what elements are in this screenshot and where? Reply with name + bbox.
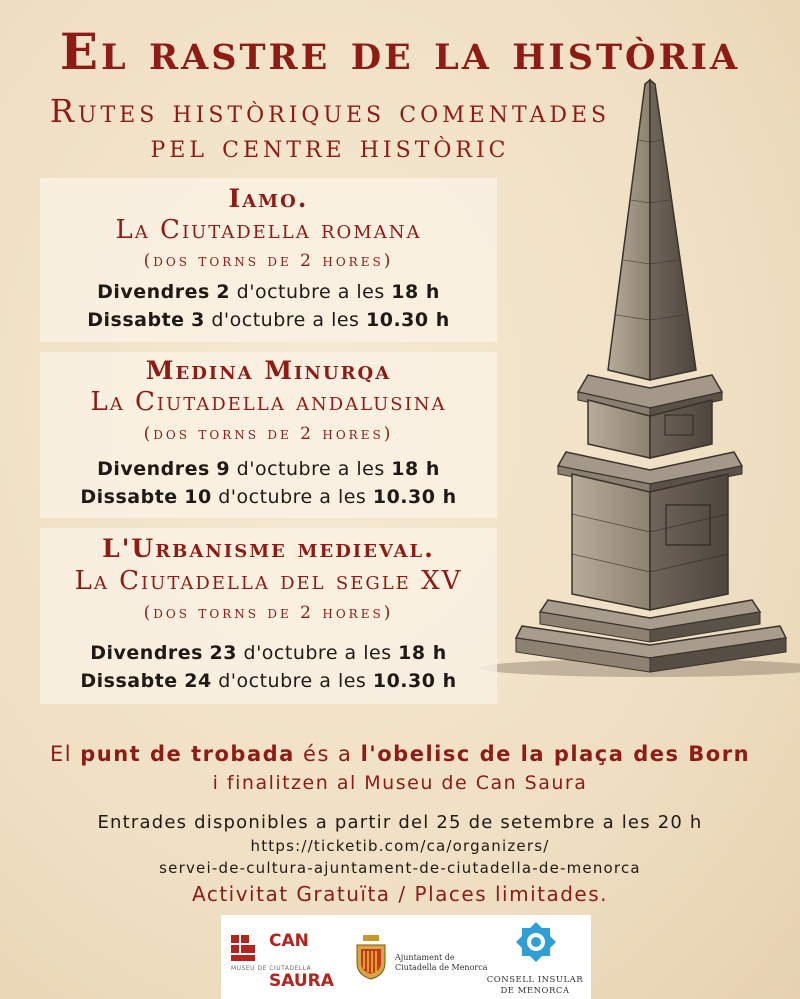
route-date-1: Divendres 2 d'octubre a les 18 h — [97, 281, 440, 303]
can-saura-line-1: CAN — [269, 931, 309, 951]
can-saura-mark-icon — [231, 935, 257, 963]
ajuntament-line-2: Ciutadella de Menorca — [395, 963, 488, 972]
route-subtitle: La Ciutadella andalusina — [90, 387, 447, 417]
ajuntament-logo — [353, 933, 488, 993]
meeting-point-line: El punt de trobada és a l'obelisc de la plaça des Born — [49, 742, 751, 766]
tickets-url-line-1[interactable]: https://ticketib.com/ca/organizers/ — [250, 837, 550, 855]
route-date-2: Dissabte 24 d'octubre a les 10.30 h — [80, 670, 457, 692]
route-panel-3 — [40, 528, 497, 704]
can-saura-logo — [231, 929, 341, 991]
route-title: Medina Minurqa — [145, 356, 392, 385]
tickets-availability: Entrades disponibles a partir del 25 de setembre a les 20 h — [97, 812, 703, 833]
sponsor-logos — [221, 915, 591, 999]
route-date-2: Dissabte 10 d'octubre a les 10.30 h — [80, 486, 457, 508]
route-panel-2 — [40, 352, 497, 518]
route-title: L'Urbanisme medieval. — [102, 534, 435, 563]
can-saura-line-2: SAURA — [269, 971, 334, 991]
route-date-1: Divendres 9 d'octubre a les 18 h — [97, 458, 440, 480]
consell-emblem-icon — [515, 921, 557, 963]
free-activity-note: Activitat Gratuïta / Places limitades. — [192, 882, 608, 906]
route-subtitle: La Ciutadella romana — [115, 215, 422, 245]
route-title: Iamo. — [228, 184, 309, 213]
consell-insular-logo — [483, 921, 587, 997]
route-note: (dos torns de 2 hores) — [143, 603, 394, 623]
page-title: El rastre de la història — [59, 22, 741, 81]
route-date-1: Divendres 23 d'octubre a les 18 h — [90, 642, 447, 664]
route-date-2: Dissabte 3 d'octubre a les 10.30 h — [87, 309, 450, 331]
ajuntament-line-1: Ajuntament de — [395, 953, 455, 962]
route-note: (dos torns de 2 hores) — [143, 251, 394, 271]
obelisk-illustration — [470, 70, 800, 690]
can-saura-small: MUSEU DE CIUTADELLA — [231, 965, 312, 972]
subtitle-line-2: pel centre històric — [150, 127, 510, 165]
subtitle-line-1: Rutes històriques comentades — [49, 92, 611, 130]
meeting-end-line: i finalitzen al Museu de Can Saura — [212, 772, 588, 794]
route-panel-1 — [40, 178, 497, 342]
consell-line-2: DE MENORCA — [500, 986, 570, 996]
tickets-url-line-2[interactable]: servei-de-cultura-ajuntament-de-ciutadella-de-menorca — [159, 859, 641, 877]
coat-of-arms-icon — [353, 935, 389, 981]
consell-line-1: CONSELL INSULAR — [486, 975, 584, 985]
route-subtitle: La Ciutadella del segle XV — [74, 566, 463, 596]
route-note: (dos torns de 2 hores) — [143, 424, 394, 444]
